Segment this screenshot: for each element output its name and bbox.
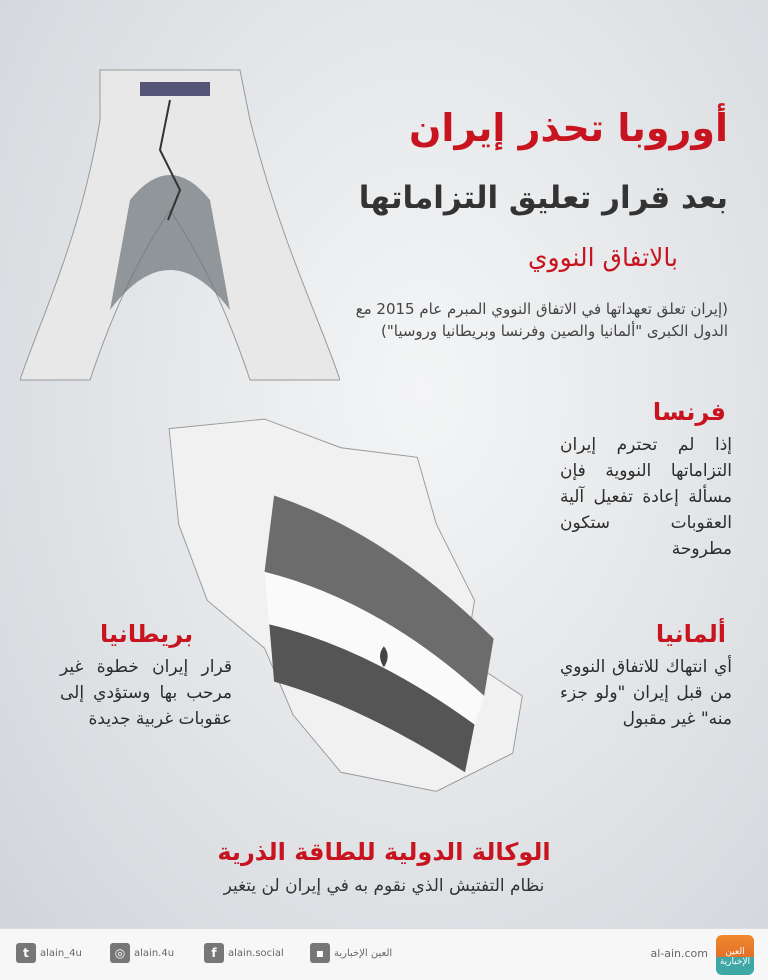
twitter-icon: t <box>16 943 36 963</box>
site-link[interactable]: al-ain.com <box>650 947 708 960</box>
azadi-tower-illustration <box>20 60 340 390</box>
twitter-handle: alain_4u <box>40 947 82 959</box>
instagram-handle: alain.4u <box>134 947 175 959</box>
instagram-icon: ◎ <box>110 943 130 963</box>
facebook-handle: alain.social <box>228 947 284 959</box>
intro-text: (إيران تعلق تعهداتها في الاتفاق النووي المبرم عام 2015 مع الدول الكبرى "ألمانيا والصين وفرنسا وبريطانيا وروسيا") <box>355 300 728 340</box>
britain-text: قرار إيران خطوة غير مرحب بها وستؤدي إلى عقوبات غربية جديدة <box>60 657 232 729</box>
iaea-text: نظام التفتيش الذي نقوم به في إيران لن يتغير <box>223 876 545 896</box>
youtube-link[interactable] <box>310 943 392 963</box>
france-heading: فرنسا <box>652 398 726 426</box>
youtube-icon: ▪ <box>310 943 330 963</box>
facebook-link[interactable] <box>204 943 284 963</box>
subtitle: بعد قرار تعليق التزاماتها <box>358 180 728 216</box>
iran-map-with-flag <box>150 400 570 820</box>
footer <box>0 928 768 980</box>
subtitle-2: بالاتفاق النووي <box>527 243 678 272</box>
al-ain-logo: العين الإخبارية <box>716 935 754 975</box>
main-title: أوروبا تحذر إيران <box>408 106 728 150</box>
youtube-handle: العين الإخبارية <box>334 947 393 959</box>
iaea-heading: الوكالة الدولية للطاقة الذرية <box>217 838 551 866</box>
britain-heading: بريطانيا <box>100 620 194 648</box>
france-text: إذا لم تحترم إيران التزاماتها النووية فإن مسألة إعادة تفعيل آلية العقوبات ستكون مطروحة <box>560 435 732 559</box>
germany-text: أي انتهاك للاتفاق النووي من قبل إيران "ولو جزء منه" غير مقبول <box>560 657 732 729</box>
germany-heading: ألمانيا <box>655 620 726 648</box>
instagram-link[interactable] <box>110 943 174 963</box>
facebook-icon: f <box>204 943 224 963</box>
twitter-link[interactable] <box>16 943 82 963</box>
